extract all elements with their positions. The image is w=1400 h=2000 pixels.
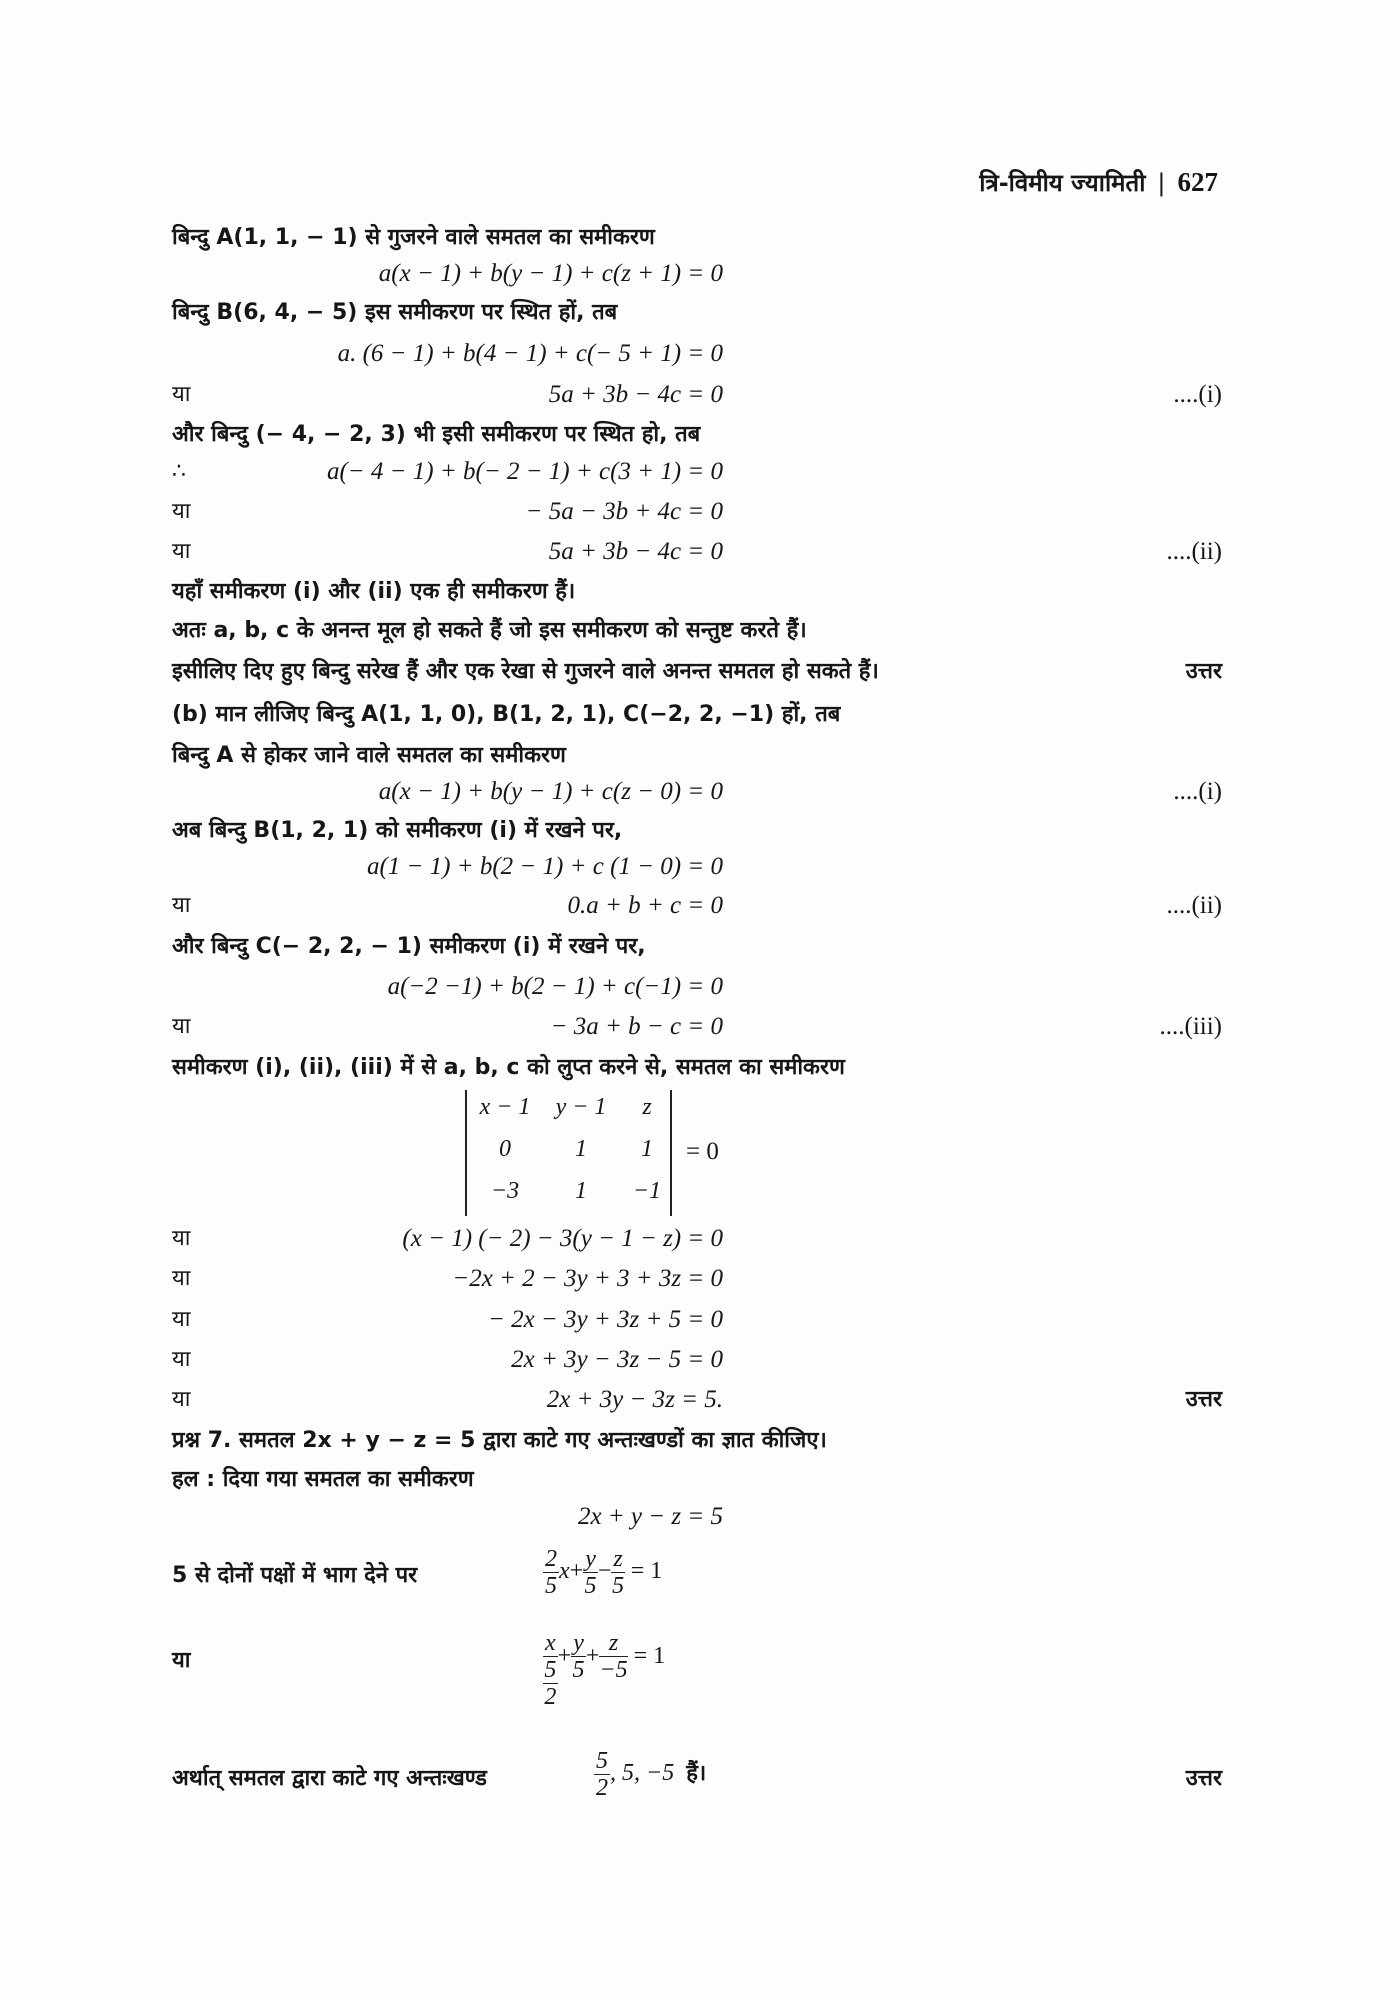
- paragraph-text: अब बिन्दु B(1, 2, 1) को समीकरण (i) में रखने पर,: [172, 818, 623, 843]
- matrix-cell: y − 1: [555, 1094, 607, 1120]
- denominator-denominator: 2: [544, 1684, 557, 1710]
- equation-number: ....(i): [1173, 381, 1222, 408]
- numerator: z: [613, 1546, 623, 1572]
- fraction-equation-2: [543, 1630, 665, 1710]
- operator: +: [557, 1643, 572, 1669]
- matrix-cell: 1: [575, 1178, 587, 1204]
- equation-line: [172, 378, 1222, 412]
- determinant: [465, 1090, 672, 1216]
- paragraph-text: प्रश्न 7. समतल 2x + y − z = 5 द्वारा काटे गए अन्तःखण्डों का ज्ञात कीजिए।: [172, 1428, 827, 1453]
- equation: a. (6 − 1) + b(4 − 1) + c(− 5 + 1) = 0: [337, 340, 723, 367]
- equation-line: [172, 337, 1222, 371]
- header-divider: |: [1157, 169, 1166, 197]
- equation: (x − 1) (− 2) − 3(y − 1 − z) = 0: [402, 1225, 723, 1252]
- numerator: y: [573, 1630, 584, 1656]
- operator: −: [597, 1558, 612, 1585]
- matrix-cell: −1: [632, 1178, 662, 1204]
- line-label: या: [172, 1387, 191, 1412]
- paragraph-text: अतः a, b, c के अनन्त मूल हो सकते हैं जो इस समीकरण को सन्तुष्ट करते हैं।: [172, 618, 807, 643]
- equation-number: ....(ii): [1166, 538, 1222, 565]
- equation: a(1 − 1) + b(2 − 1) + c (1 − 0) = 0: [366, 853, 723, 880]
- text-line: [172, 575, 1222, 609]
- text-line: [172, 221, 1222, 255]
- paragraph-text: बिन्दु A से होकर जाने वाले समतल का समीकरण: [172, 743, 566, 768]
- equation-line: [172, 1010, 1222, 1044]
- running-header: [979, 166, 1218, 199]
- equation-line: [172, 1222, 1222, 1256]
- equation-line: [172, 257, 1222, 291]
- equation: − 5a − 3b + 4c = 0: [525, 498, 723, 525]
- equation-line: [172, 1383, 1222, 1417]
- equation: 2x + 3y − 3z − 5 = 0: [511, 1346, 723, 1373]
- paragraph-text: बिन्दु A(1, 1, − 1) से गुजरने वाले समतल का समीकरण: [172, 225, 655, 250]
- fraction-line-1: [172, 1559, 1222, 1593]
- paragraph-text: यहाँ समीकरण (i) और (ii) एक ही समीकरण हैं।: [172, 579, 576, 604]
- matrix-cell: −3: [490, 1178, 520, 1204]
- equation: 5a + 3b − 4c = 0: [548, 381, 723, 408]
- rhs: = 1: [630, 1558, 663, 1585]
- paragraph-text: और बिन्दु C(− 2, 2, − 1) समीकरण (i) में रखने पर,: [172, 934, 646, 959]
- equation: a(−2 −1) + b(2 − 1) + c(−1) = 0: [387, 973, 723, 1000]
- text-line: [172, 418, 1222, 452]
- denominator: −5: [599, 1657, 628, 1683]
- equation-line: [172, 455, 1222, 489]
- matrix-cell: 1: [641, 1136, 653, 1162]
- fraction-line-2: [172, 1644, 1222, 1678]
- line-label: या: [172, 1266, 191, 1291]
- line-label: या: [172, 1226, 191, 1251]
- matrix-cell: z: [642, 1094, 652, 1120]
- equation: 0.a + b + c = 0: [567, 892, 723, 919]
- line-label: या: [172, 499, 191, 524]
- operator: +: [585, 1643, 600, 1669]
- line-label: या: [172, 382, 191, 407]
- answer-mark: उत्तर: [1185, 659, 1222, 684]
- line-label: ∴: [172, 459, 186, 484]
- equation: − 3a + b − c = 0: [550, 1013, 723, 1040]
- denominator: 2: [596, 1775, 608, 1801]
- equation: 2x + 3y − 3z = 5.: [546, 1386, 723, 1413]
- equation-number: ....(ii): [1166, 892, 1222, 919]
- line-label: या: [172, 1014, 191, 1039]
- fraction-equation-1: [543, 1546, 662, 1599]
- numerator: 5: [596, 1748, 608, 1774]
- numerator: y: [585, 1546, 596, 1572]
- equation: 5a + 3b − 4c = 0: [548, 538, 723, 565]
- text-line: [172, 739, 1222, 773]
- text-line: [172, 698, 1222, 732]
- paragraph-text: इसीलिए दिए हुए बिन्दु सरेख हैं और एक रेखा से गुजरने वाले अनन्त समतल हो सकते हैं।: [172, 659, 879, 684]
- matrix-cell: 0: [499, 1136, 511, 1162]
- equation-line: [172, 1500, 1222, 1534]
- line-label: या: [172, 1648, 191, 1673]
- equation: a(x − 1) + b(y − 1) + c(z + 1) = 0: [378, 260, 723, 287]
- variable: x: [559, 1558, 570, 1585]
- text-line: [172, 614, 1222, 648]
- equation: a(− 4 − 1) + b(− 2 − 1) + c(3 + 1) = 0: [326, 458, 723, 485]
- equation-line: [172, 850, 1222, 884]
- chapter-title: त्रि-विमीय ज्यामिती: [979, 169, 1146, 197]
- rhs: = 1: [633, 1643, 666, 1669]
- text-line: [172, 814, 1222, 848]
- line-label: 5 से दोनों पक्षों में भाग देने पर: [172, 1563, 418, 1588]
- answer-mark: उत्तर: [1185, 1766, 1222, 1791]
- matrix-cell: x − 1: [479, 1094, 531, 1120]
- conclusion-end: हैं।: [686, 1761, 707, 1787]
- conclusion-text: अर्थात् समतल द्वारा काटे गए अन्तःखण्ड: [172, 1766, 487, 1791]
- equation-number: ....(i): [1173, 778, 1222, 805]
- paragraph-text: हल : दिया गया समतल का समीकरण: [172, 1467, 474, 1492]
- page-number: 627: [1177, 167, 1218, 197]
- intercept-values: , 5, −5: [610, 1760, 675, 1787]
- line-label: या: [172, 1347, 191, 1372]
- matrix-cell: 1: [575, 1136, 587, 1162]
- equation-line: [172, 1303, 1222, 1337]
- text-line: [172, 930, 1222, 964]
- denominator: 5: [612, 1573, 625, 1599]
- text-line: [172, 1051, 1222, 1085]
- text-line: [172, 296, 1222, 330]
- paragraph-text: बिन्दु B(6, 4, − 5) इस समीकरण पर स्थित हों, तब: [172, 300, 618, 325]
- equation: a(x − 1) + b(y − 1) + c(z − 0) = 0: [378, 778, 723, 805]
- denominator: 5: [584, 1573, 597, 1599]
- numerator: z: [599, 1630, 627, 1657]
- equation: − 2x − 3y + 3z + 5 = 0: [487, 1306, 723, 1333]
- operator: +: [569, 1558, 584, 1585]
- equation-line: [172, 889, 1222, 923]
- intercepts: [594, 1748, 706, 1801]
- text-line: [172, 1463, 1222, 1497]
- text-line: [172, 655, 1222, 689]
- equation: 2x + y − z = 5: [577, 1503, 723, 1530]
- denominator-numerator: 5: [544, 1657, 557, 1683]
- equation-line: [172, 535, 1222, 569]
- numerator: 2: [545, 1546, 557, 1572]
- answer-mark: उत्तर: [1185, 1387, 1222, 1412]
- paragraph-text: समीकरण (i), (ii), (iii) में से a, b, c को लुप्त करने से, समतल का समीकरण: [172, 1055, 845, 1080]
- equation-line: [172, 495, 1222, 529]
- equation: −2x + 2 − 3y + 3 + 3z = 0: [452, 1265, 723, 1292]
- paragraph-text: और बिन्दु (− 4, − 2, 3) भी इसी समीकरण पर स्थित हो, तब: [172, 422, 701, 447]
- denominator: 5: [545, 1573, 557, 1599]
- determinant-rhs: = 0: [686, 1138, 719, 1165]
- equation-line: [172, 775, 1222, 809]
- equation-line: [172, 1343, 1222, 1377]
- line-label: या: [172, 1307, 191, 1332]
- equation-line: [172, 1262, 1222, 1296]
- equation-number: ....(iii): [1159, 1013, 1222, 1040]
- line-label: या: [172, 539, 191, 564]
- equation-line: [172, 970, 1222, 1004]
- paragraph-text: (b) मान लीजिए बिन्दु A(1, 1, 0), B(1, 2, 1), C(−2, 2, −1) हों, तब: [172, 702, 841, 727]
- denominator: 5: [572, 1657, 585, 1683]
- line-label: या: [172, 893, 191, 918]
- text-line: [172, 1424, 1222, 1458]
- numerator: x: [545, 1630, 556, 1656]
